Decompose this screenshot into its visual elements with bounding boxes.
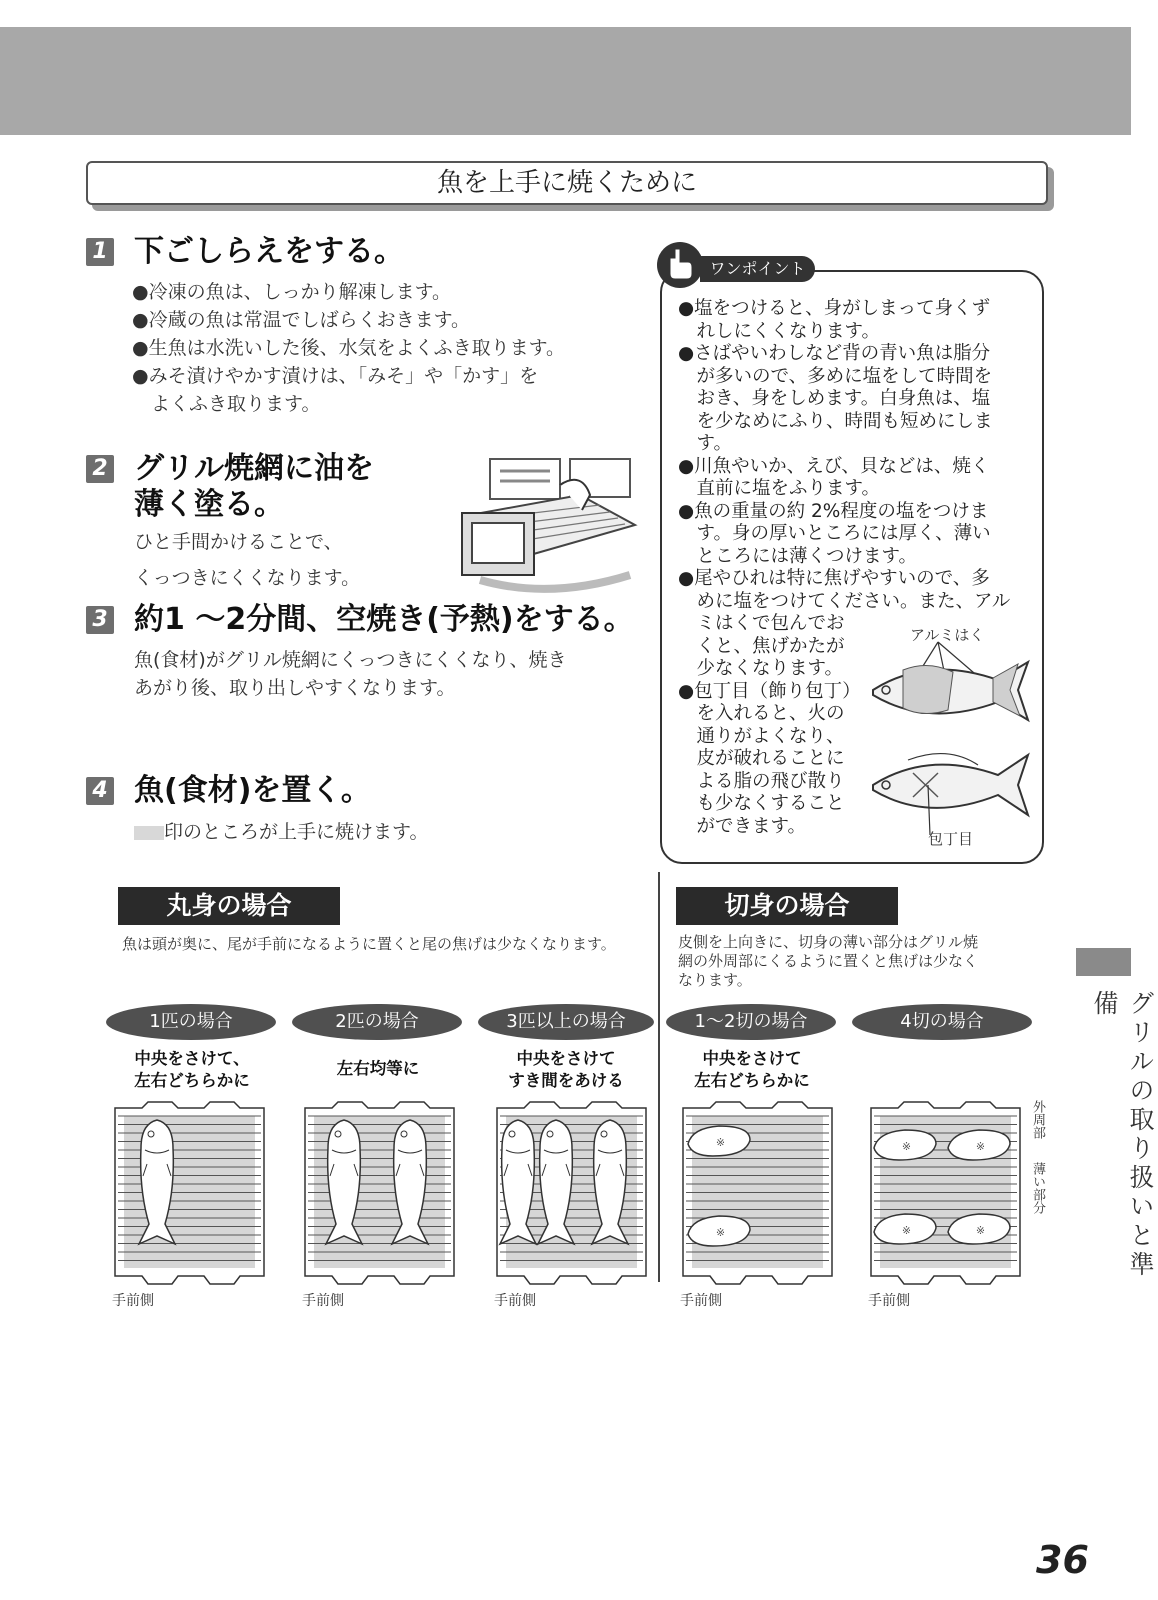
top-band: [0, 27, 1131, 135]
outer-part-label: 外周部: [1030, 1100, 1045, 1139]
front-label-4: 手前側: [680, 1293, 722, 1309]
grill-oiling-illustration: [460, 455, 640, 600]
step-heading-3: 約1 ～2分間、空焼き(予熱)をする。: [134, 602, 634, 637]
section-divider: [658, 872, 660, 1282]
placement-label-3: 中央をさけて すき間をあける: [508, 1049, 624, 1090]
placement-label-4: 中央をさけて 左右どちらかに: [694, 1049, 810, 1090]
gray-mark-swatch: [134, 826, 164, 840]
step-body-2: ひと手間かけることで、 くっつきにくくなります。: [134, 531, 361, 589]
step-number-4: 4: [86, 777, 114, 805]
grill-grid-3: [494, 1098, 649, 1288]
front-label-1: 手前側: [112, 1293, 154, 1309]
grill-grid-2: [302, 1098, 457, 1288]
step-heading-1: 下ごしらえをする。: [134, 234, 404, 269]
case-pill-3: 3匹以上の場合: [478, 1004, 654, 1040]
svg-text:※: ※: [715, 1136, 726, 1149]
step-body-4: 印のところが上手に焼けます。: [134, 818, 428, 846]
front-label-5: 手前側: [868, 1293, 910, 1309]
front-label-2: 手前側: [302, 1293, 344, 1309]
step-body-1: ●冷凍の魚は、しっかり解凍します。 ●冷蔵の魚は常温でしばらくおきます。 ●生魚は水洗いした後、水気をよくふき取ります。 ●みそ漬けやかす漬けは、「みそ」や「かす」を よくふき取ります。: [132, 281, 566, 415]
step-heading-4: 魚(食材)を置く。: [134, 773, 371, 808]
pointing-hand-icon: [655, 240, 705, 290]
scored-fish-illustration: [868, 745, 1033, 840]
whole-fish-header: 丸身の場合: [118, 887, 340, 925]
svg-text:※: ※: [975, 1224, 986, 1237]
front-label-3: 手前側: [494, 1293, 536, 1309]
fillet-header: 切身の場合: [676, 887, 898, 925]
step-body-3: 魚(食材)がグリル焼網にくっつきにくくなり、焼き あがり後、取り出しやすくなります。: [134, 649, 567, 699]
tip-6: ●包丁目（飾り包丁） を入れると、火の 通りがよくなり、 皮が破れることに よる脂の飛び散り も少なくすること ができます。: [678, 680, 861, 837]
step-number-3: 3: [86, 606, 114, 634]
step-heading-2: グリル焼網に油を 薄く塗る。: [134, 451, 374, 522]
step-number-2: 2: [86, 455, 114, 483]
side-tab-label: グリルの取り扱いと準備: [1090, 990, 1155, 1280]
thin-part-label: 薄い部分: [1030, 1162, 1045, 1214]
cut-label: 包丁目: [928, 830, 974, 848]
case-pill-5: 4切の場合: [852, 1004, 1032, 1040]
svg-text:※: ※: [975, 1140, 986, 1153]
svg-text:※: ※: [901, 1140, 912, 1153]
tip-5: ●尾やひれは特に焦げやすいので、多 めに塩をつけてください。また、アル ミはくで包んでお くと、焦げかたが 少なくなります。: [678, 568, 1011, 679]
grill-grid-5: [868, 1098, 1023, 1288]
grill-grid-4: [680, 1098, 835, 1288]
page-number: 36: [1036, 1538, 1089, 1582]
case-pill-2: 2匹の場合: [292, 1004, 462, 1040]
onepoint-label: ワンポイント: [700, 256, 815, 282]
whole-fish-desc: 魚は頭が奥に、尾が手前になるように置くと尾の焦げは少なくなります。: [122, 935, 616, 953]
page-title: 魚を上手に焼くために: [86, 161, 1048, 205]
tip-3: ●川魚やいか、えび、貝などは、焼く 直前に塩をふります。: [678, 455, 990, 499]
fillet-desc: 皮側を上向きに、切身の薄い部分はグリル焼 網の外周部にくるように置くと焦げは少なく なります。: [678, 933, 979, 989]
foil-label: アルミはく: [910, 626, 985, 644]
step-number-1: 1: [86, 238, 114, 266]
grill-grid-1: [112, 1098, 267, 1288]
svg-text:※: ※: [901, 1224, 912, 1237]
case-pill-1: 1匹の場合: [106, 1004, 276, 1040]
foil-fish-illustration: [868, 640, 1033, 735]
placement-label-1: 中央をさけて、 左右どちらかに: [134, 1049, 250, 1090]
case-pill-4: 1～2切の場合: [666, 1004, 836, 1040]
placement-label-2: 左右均等に: [336, 1059, 420, 1078]
tip-4: ●魚の重量の約 2%程度の塩をつけま す。身の厚いところには厚く、薄い ところには薄くつけます。: [678, 500, 991, 567]
tip-2: ●さばやいわしなど背の青い魚は脂分 が多いので、多めに塩をして時間を おき、身をしめます。白身魚は、塩 を少なめにふり、時間も短めにしま す。: [678, 343, 993, 454]
svg-text:※: ※: [715, 1226, 726, 1239]
tip-1: ●塩をつけると、身がしまって身くず れしにくくなります。: [678, 298, 991, 342]
side-tab-marker: [1076, 948, 1131, 976]
